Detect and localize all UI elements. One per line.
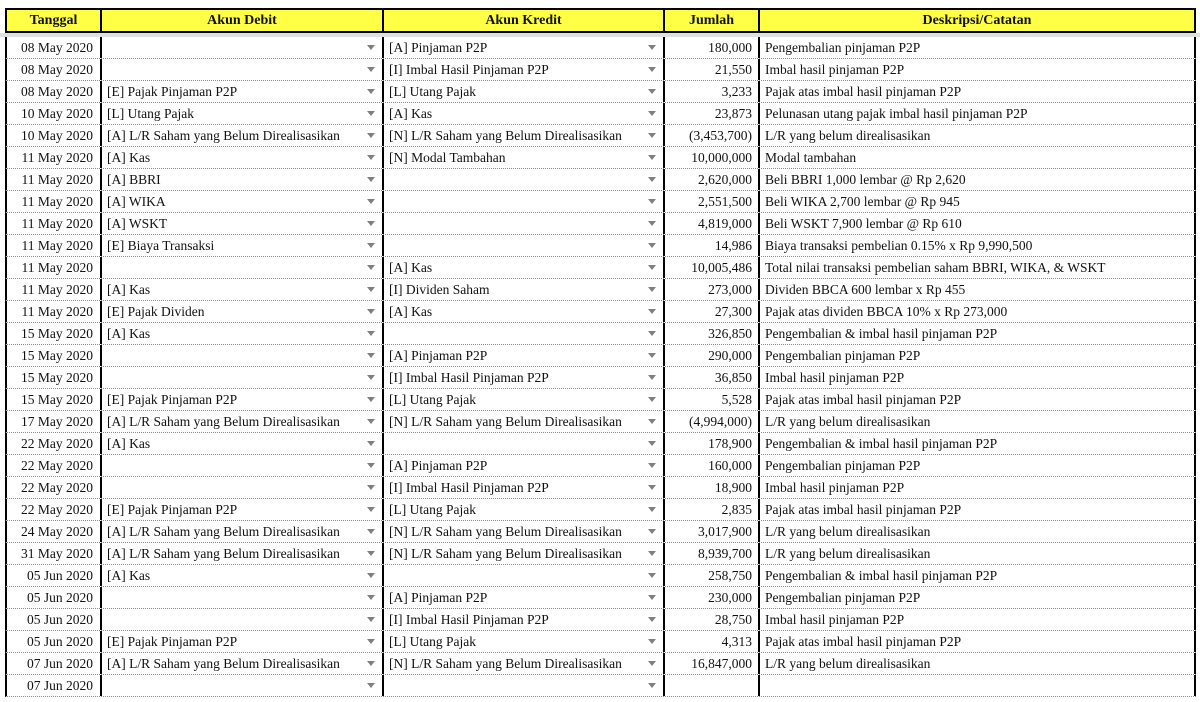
amount-cell[interactable]: 290,000 (665, 345, 760, 366)
description-cell[interactable]: Pajak atas dividen BBCA 10% x Rp 273,000 (760, 301, 1196, 322)
table-body (5, 37, 1196, 697)
description-cell[interactable]: Total nilai transaksi pembelian saham BBRI, WIKA, & WSKT (760, 257, 1196, 278)
date-cell[interactable]: 11 May 2020 (7, 213, 102, 234)
table-row (5, 587, 1196, 609)
amount-cell[interactable]: 160,000 (665, 455, 760, 476)
debit-account-dropdown-cell[interactable] (102, 433, 384, 454)
date-cell[interactable]: 10 May 2020 (7, 103, 102, 124)
table-row (5, 81, 1196, 103)
date-cell[interactable]: 31 May 2020 (7, 543, 102, 564)
credit-account-dropdown-cell[interactable] (384, 103, 665, 124)
dropdown-arrow-icon[interactable] (367, 243, 375, 248)
dropdown-arrow-icon[interactable] (367, 177, 375, 182)
debit-account-value: [A] Kas (107, 435, 151, 451)
description-cell[interactable]: Imbal hasil pinjaman P2P (760, 367, 1196, 388)
amount-cell[interactable]: 2,835 (665, 499, 760, 520)
description-cell[interactable]: L/R yang belum direalisasikan (760, 521, 1196, 542)
amount-cell[interactable]: (3,453,700) (665, 125, 760, 146)
dropdown-arrow-icon[interactable] (367, 155, 375, 160)
debit-account-dropdown-cell[interactable] (102, 279, 384, 300)
dropdown-arrow-icon[interactable] (367, 683, 375, 688)
date-cell[interactable]: 05 Jun 2020 (7, 609, 102, 630)
debit-account-dropdown-cell[interactable] (102, 103, 384, 124)
dropdown-arrow-icon[interactable] (367, 573, 375, 578)
dropdown-arrow-icon[interactable] (648, 155, 656, 160)
date-cell[interactable]: 11 May 2020 (7, 191, 102, 212)
credit-account-dropdown-cell[interactable] (384, 653, 665, 674)
debit-account-dropdown-cell[interactable] (102, 125, 384, 146)
credit-account-value: [A] Pinjaman P2P (389, 589, 488, 605)
debit-account-dropdown-cell[interactable] (102, 257, 384, 278)
dropdown-arrow-icon[interactable] (367, 265, 375, 270)
credit-account-dropdown-cell[interactable] (384, 367, 665, 388)
amount-cell[interactable]: 14,986 (665, 235, 760, 256)
description-cell[interactable]: Pengembalian pinjaman P2P (760, 455, 1196, 476)
credit-account-dropdown-cell[interactable] (384, 587, 665, 608)
credit-account-dropdown-cell[interactable] (384, 543, 665, 564)
dropdown-arrow-icon[interactable] (648, 441, 656, 446)
credit-account-dropdown-cell[interactable] (384, 345, 665, 366)
date-cell[interactable]: 05 Jun 2020 (7, 565, 102, 586)
description-cell[interactable]: Imbal hasil pinjaman P2P (760, 59, 1196, 80)
amount-cell[interactable]: 36,850 (665, 367, 760, 388)
debit-account-dropdown-cell[interactable] (102, 301, 384, 322)
table-row (5, 279, 1196, 301)
dropdown-arrow-icon[interactable] (367, 441, 375, 446)
credit-account-dropdown-cell[interactable] (384, 455, 665, 476)
debit-account-value: [A] Kas (107, 567, 151, 583)
dropdown-arrow-icon[interactable] (648, 375, 656, 380)
debit-account-value: [A] Kas (107, 325, 151, 341)
table-row (5, 301, 1196, 323)
debit-account-dropdown-cell[interactable] (102, 389, 384, 410)
credit-account-dropdown-cell[interactable] (384, 477, 665, 498)
dropdown-arrow-icon[interactable] (648, 463, 656, 468)
description-cell[interactable] (760, 675, 1196, 696)
credit-account-value: [L] Utang Pajak (389, 391, 476, 407)
dropdown-arrow-icon[interactable] (648, 331, 656, 336)
table-row (5, 477, 1196, 499)
debit-account-value: [A] L/R Saham yang Belum Direalisasikan (107, 413, 340, 429)
header-deskripsi: Deskripsi/Catatan (922, 13, 1032, 28)
credit-account-dropdown-cell[interactable] (384, 235, 665, 256)
table-row (5, 235, 1196, 257)
debit-account-value: [A] WIKA (107, 193, 166, 209)
debit-account-value: [A] Kas (107, 149, 151, 165)
credit-account-dropdown-cell[interactable] (384, 631, 665, 652)
table-row (5, 455, 1196, 477)
amount-cell[interactable]: 21,550 (665, 59, 760, 80)
debit-account-value: [E] Biaya Transaksi (107, 237, 215, 253)
dropdown-arrow-icon[interactable] (367, 309, 375, 314)
debit-account-value: [A] L/R Saham yang Belum Direalisasikan (107, 655, 340, 671)
credit-account-value: [L] Utang Pajak (389, 83, 476, 99)
description-cell[interactable]: Pengembalian & imbal hasil pinjaman P2P (760, 323, 1196, 344)
dropdown-arrow-icon[interactable] (648, 683, 656, 688)
debit-account-dropdown-cell[interactable] (102, 455, 384, 476)
credit-account-dropdown-cell[interactable] (384, 125, 665, 146)
header-tanggal: Tanggal (7, 10, 102, 31)
dropdown-arrow-icon[interactable] (648, 419, 656, 424)
date-cell[interactable]: 24 May 2020 (7, 521, 102, 542)
dropdown-arrow-icon[interactable] (648, 353, 656, 358)
credit-account-dropdown-cell[interactable] (384, 609, 665, 630)
credit-account-dropdown-cell[interactable] (384, 213, 665, 234)
description-cell[interactable]: Pelunasan utang pajak imbal hasil pinjaman P2P (760, 103, 1196, 124)
debit-account-dropdown-cell[interactable] (102, 147, 384, 168)
debit-account-dropdown-cell[interactable] (102, 477, 384, 498)
credit-account-dropdown-cell[interactable] (384, 169, 665, 190)
dropdown-arrow-icon[interactable] (648, 639, 656, 644)
dropdown-arrow-icon[interactable] (648, 177, 656, 182)
dropdown-arrow-icon[interactable] (367, 45, 375, 50)
debit-account-value: [A] L/R Saham yang Belum Direalisasikan (107, 523, 340, 539)
dropdown-arrow-icon[interactable] (648, 45, 656, 50)
description-cell[interactable]: L/R yang belum direalisasikan (760, 411, 1196, 432)
dropdown-arrow-icon[interactable] (648, 485, 656, 490)
dropdown-arrow-icon[interactable] (648, 309, 656, 314)
dropdown-arrow-icon[interactable] (367, 551, 375, 556)
table-row (5, 433, 1196, 455)
table-row (5, 499, 1196, 521)
credit-account-dropdown-cell[interactable] (384, 279, 665, 300)
debit-account-dropdown-cell[interactable] (102, 653, 384, 674)
debit-account-value: [E] Pajak Pinjaman P2P (107, 83, 238, 99)
dropdown-arrow-icon[interactable] (367, 111, 375, 116)
table-row (5, 389, 1196, 411)
amount-cell[interactable]: 27,300 (665, 301, 760, 322)
dropdown-arrow-icon[interactable] (367, 375, 375, 380)
date-cell[interactable]: 07 Jun 2020 (7, 675, 102, 696)
credit-account-value: [N] L/R Saham yang Belum Direalisasikan (389, 127, 622, 143)
date-cell[interactable]: 05 Jun 2020 (7, 631, 102, 652)
dropdown-arrow-icon[interactable] (367, 463, 375, 468)
credit-account-value: [N] L/R Saham yang Belum Direalisasikan (389, 655, 622, 671)
debit-account-dropdown-cell[interactable] (102, 213, 384, 234)
date-cell[interactable]: 11 May 2020 (7, 235, 102, 256)
dropdown-arrow-icon[interactable] (367, 507, 375, 512)
table-row (5, 103, 1196, 125)
debit-account-dropdown-cell[interactable] (102, 631, 384, 652)
amount-cell[interactable]: 2,551,500 (665, 191, 760, 212)
dropdown-arrow-icon[interactable] (367, 529, 375, 534)
date-cell[interactable]: 22 May 2020 (7, 499, 102, 520)
dropdown-arrow-icon[interactable] (367, 485, 375, 490)
table-row (5, 59, 1196, 81)
description-cell[interactable]: Pajak atas imbal hasil pinjaman P2P (760, 631, 1196, 652)
amount-cell[interactable]: 3,017,900 (665, 521, 760, 542)
table-row (5, 147, 1196, 169)
date-cell[interactable]: 17 May 2020 (7, 411, 102, 432)
date-cell[interactable]: 11 May 2020 (7, 279, 102, 300)
table-row (5, 631, 1196, 653)
credit-account-dropdown-cell[interactable] (384, 81, 665, 102)
dropdown-arrow-icon[interactable] (367, 287, 375, 292)
debit-account-dropdown-cell[interactable] (102, 191, 384, 212)
debit-account-dropdown-cell[interactable] (102, 675, 384, 696)
debit-account-value: [L] Utang Pajak (107, 105, 194, 121)
amount-cell[interactable]: 18,900 (665, 477, 760, 498)
description-cell[interactable]: Pajak atas imbal hasil pinjaman P2P (760, 389, 1196, 410)
credit-account-value: [A] Pinjaman P2P (389, 457, 488, 473)
credit-account-value: [A] Kas (389, 303, 433, 319)
credit-account-value: [I] Imbal Hasil Pinjaman P2P (389, 61, 549, 77)
debit-account-dropdown-cell[interactable] (102, 345, 384, 366)
date-cell[interactable]: 08 May 2020 (7, 81, 102, 102)
description-cell[interactable]: Dividen BBCA 600 lembar x Rp 455 (760, 279, 1196, 300)
dropdown-arrow-icon[interactable] (648, 287, 656, 292)
description-cell[interactable]: L/R yang belum direalisasikan (760, 125, 1196, 146)
header-akun-kredit: Akun Kredit (384, 10, 665, 31)
description-cell[interactable]: Pengembalian & imbal hasil pinjaman P2P (760, 433, 1196, 454)
dropdown-arrow-icon[interactable] (648, 529, 656, 534)
credit-account-value: [A] Kas (389, 105, 433, 121)
credit-account-dropdown-cell[interactable] (384, 59, 665, 80)
dropdown-arrow-icon[interactable] (648, 661, 656, 666)
dropdown-arrow-icon[interactable] (648, 265, 656, 270)
table-row (5, 125, 1196, 147)
date-cell[interactable]: 08 May 2020 (7, 59, 102, 80)
table-row (5, 169, 1196, 191)
date-cell[interactable]: 22 May 2020 (7, 455, 102, 476)
description-cell[interactable]: Modal tambahan (760, 147, 1196, 168)
dropdown-arrow-icon[interactable] (367, 661, 375, 666)
dropdown-arrow-icon[interactable] (648, 617, 656, 622)
dropdown-arrow-icon[interactable] (648, 573, 656, 578)
debit-account-dropdown-cell[interactable] (102, 81, 384, 102)
date-cell[interactable]: 11 May 2020 (7, 257, 102, 278)
table-row (5, 37, 1196, 59)
date-cell[interactable]: 15 May 2020 (7, 367, 102, 388)
date-cell[interactable]: 15 May 2020 (7, 345, 102, 366)
amount-cell[interactable]: 180,000 (665, 37, 760, 58)
table-row (5, 653, 1196, 675)
amount-cell[interactable]: 4,819,000 (665, 213, 760, 234)
amount-cell[interactable]: 5,528 (665, 389, 760, 410)
debit-account-dropdown-cell[interactable] (102, 521, 384, 542)
debit-account-dropdown-cell[interactable] (102, 323, 384, 344)
credit-account-dropdown-cell[interactable] (384, 433, 665, 454)
credit-account-dropdown-cell[interactable] (384, 257, 665, 278)
debit-account-dropdown-cell[interactable] (102, 37, 384, 58)
credit-account-dropdown-cell[interactable] (384, 521, 665, 542)
date-cell[interactable]: 08 May 2020 (7, 37, 102, 58)
debit-account-dropdown-cell[interactable] (102, 499, 384, 520)
credit-account-value: [A] Pinjaman P2P (389, 347, 488, 363)
description-cell[interactable]: Pengembalian & imbal hasil pinjaman P2P (760, 565, 1196, 586)
credit-account-value: [I] Imbal Hasil Pinjaman P2P (389, 479, 549, 495)
debit-account-dropdown-cell[interactable] (102, 609, 384, 630)
amount-cell[interactable]: 4,313 (665, 631, 760, 652)
credit-account-dropdown-cell[interactable] (384, 37, 665, 58)
description-cell[interactable]: Beli WIKA 2,700 lembar @ Rp 945 (760, 191, 1196, 212)
table-row (5, 257, 1196, 279)
credit-account-value: [L] Utang Pajak (389, 501, 476, 517)
debit-account-value: [A] WSKT (107, 215, 168, 231)
dropdown-arrow-icon[interactable] (648, 595, 656, 600)
amount-cell[interactable]: 230,000 (665, 587, 760, 608)
dropdown-arrow-icon[interactable] (367, 595, 375, 600)
amount-cell[interactable]: 23,873 (665, 103, 760, 124)
dropdown-arrow-icon[interactable] (648, 67, 656, 72)
credit-account-dropdown-cell[interactable] (384, 389, 665, 410)
date-cell[interactable]: 05 Jun 2020 (7, 587, 102, 608)
header-akun-debit: Akun Debit (102, 10, 384, 31)
dropdown-arrow-icon[interactable] (367, 397, 375, 402)
date-cell[interactable]: 15 May 2020 (7, 323, 102, 344)
amount-cell[interactable] (665, 675, 760, 696)
description-cell[interactable]: L/R yang belum direalisasikan (760, 653, 1196, 674)
debit-account-value: [A] L/R Saham yang Belum Direalisasikan (107, 545, 340, 561)
table-row (5, 345, 1196, 367)
amount-cell[interactable]: 2,620,000 (665, 169, 760, 190)
description-cell[interactable]: L/R yang belum direalisasikan (760, 543, 1196, 564)
description-cell[interactable]: Pajak atas imbal hasil pinjaman P2P (760, 81, 1196, 102)
header-jumlah: Jumlah (665, 10, 760, 31)
description-cell[interactable]: Beli BBRI 1,000 lembar @ Rp 2,620 (760, 169, 1196, 190)
credit-account-value: [N] L/R Saham yang Belum Direalisasikan (389, 413, 622, 429)
description-cell[interactable]: Beli WSKT 7,900 lembar @ Rp 610 (760, 213, 1196, 234)
credit-account-dropdown-cell[interactable] (384, 147, 665, 168)
date-cell[interactable]: 15 May 2020 (7, 389, 102, 410)
description-cell[interactable]: Pengembalian pinjaman P2P (760, 345, 1196, 366)
journal-table (5, 8, 1196, 693)
table-row (5, 367, 1196, 389)
date-cell[interactable]: 10 May 2020 (7, 125, 102, 146)
credit-account-dropdown-cell[interactable] (384, 323, 665, 344)
dropdown-arrow-icon[interactable] (648, 111, 656, 116)
credit-account-dropdown-cell[interactable] (384, 411, 665, 432)
table-row (5, 543, 1196, 565)
amount-cell[interactable]: 178,900 (665, 433, 760, 454)
dropdown-arrow-icon[interactable] (648, 221, 656, 226)
dropdown-arrow-icon[interactable] (367, 199, 375, 204)
credit-account-dropdown-cell[interactable] (384, 191, 665, 212)
amount-cell[interactable]: 326,850 (665, 323, 760, 344)
description-cell[interactable]: Imbal hasil pinjaman P2P (760, 609, 1196, 630)
dropdown-arrow-icon[interactable] (648, 507, 656, 512)
debit-account-dropdown-cell[interactable] (102, 59, 384, 80)
table-row (5, 411, 1196, 433)
dropdown-arrow-icon[interactable] (367, 67, 375, 72)
description-cell[interactable]: Pengembalian pinjaman P2P (760, 587, 1196, 608)
debit-account-value: [E] Pajak Pinjaman P2P (107, 501, 238, 517)
dropdown-arrow-icon[interactable] (648, 397, 656, 402)
credit-account-value: [L] Utang Pajak (389, 633, 476, 649)
dropdown-arrow-icon[interactable] (367, 353, 375, 358)
credit-account-value: [A] Kas (389, 259, 433, 275)
amount-cell[interactable]: 258,750 (665, 565, 760, 586)
amount-cell[interactable]: 8,939,700 (665, 543, 760, 564)
date-cell[interactable]: 11 May 2020 (7, 301, 102, 322)
dropdown-arrow-icon[interactable] (648, 199, 656, 204)
amount-cell[interactable]: 28,750 (665, 609, 760, 630)
credit-account-value: [I] Imbal Hasil Pinjaman P2P (389, 369, 549, 385)
dropdown-arrow-icon[interactable] (648, 243, 656, 248)
amount-cell[interactable]: 16,847,000 (665, 653, 760, 674)
description-cell[interactable]: Pengembalian pinjaman P2P (760, 37, 1196, 58)
date-cell[interactable]: 22 May 2020 (7, 433, 102, 454)
debit-account-value: [A] L/R Saham yang Belum Direalisasikan (107, 127, 340, 143)
dropdown-arrow-icon[interactable] (367, 617, 375, 622)
credit-account-value: [A] Pinjaman P2P (389, 39, 488, 55)
credit-account-dropdown-cell[interactable] (384, 301, 665, 322)
table-row (5, 191, 1196, 213)
date-cell[interactable]: 07 Jun 2020 (7, 653, 102, 674)
debit-account-dropdown-cell[interactable] (102, 169, 384, 190)
dropdown-arrow-icon[interactable] (367, 639, 375, 644)
credit-account-dropdown-cell[interactable] (384, 675, 665, 696)
date-cell[interactable]: 22 May 2020 (7, 477, 102, 498)
dropdown-arrow-icon[interactable] (367, 89, 375, 94)
debit-account-dropdown-cell[interactable] (102, 543, 384, 564)
table-row (5, 675, 1196, 697)
dropdown-arrow-icon[interactable] (367, 419, 375, 424)
amount-cell[interactable]: 10,005,486 (665, 257, 760, 278)
debit-account-dropdown-cell[interactable] (102, 235, 384, 256)
table-row (5, 323, 1196, 345)
table-row (5, 609, 1196, 631)
amount-cell[interactable]: (4,994,000) (665, 411, 760, 432)
amount-cell[interactable]: 10,000,000 (665, 147, 760, 168)
debit-account-dropdown-cell[interactable] (102, 367, 384, 388)
debit-account-value: [A] Kas (107, 281, 151, 297)
table-row (5, 521, 1196, 543)
credit-account-value: [I] Dividen Saham (389, 281, 490, 297)
credit-account-value: [N] Modal Tambahan (389, 149, 506, 165)
dropdown-arrow-icon[interactable] (648, 133, 656, 138)
credit-account-value: [N] L/R Saham yang Belum Direalisasikan (389, 523, 622, 539)
debit-account-value: [E] Pajak Dividen (107, 303, 205, 319)
header-row (5, 8, 1196, 33)
credit-account-dropdown-cell[interactable] (384, 499, 665, 520)
credit-account-value: [N] L/R Saham yang Belum Direalisasikan (389, 545, 622, 561)
table-row (5, 213, 1196, 235)
date-cell[interactable]: 11 May 2020 (7, 169, 102, 190)
table-row (5, 565, 1196, 587)
description-cell[interactable]: Biaya transaksi pembelian 0.15% x Rp 9,990,500 (760, 235, 1196, 256)
date-cell[interactable]: 11 May 2020 (7, 147, 102, 168)
dropdown-arrow-icon[interactable] (648, 551, 656, 556)
debit-account-value: [A] BBRI (107, 171, 161, 187)
dropdown-arrow-icon[interactable] (648, 89, 656, 94)
description-cell[interactable]: Imbal hasil pinjaman P2P (760, 477, 1196, 498)
debit-account-dropdown-cell[interactable] (102, 565, 384, 586)
credit-account-value: [I] Imbal Hasil Pinjaman P2P (389, 611, 549, 627)
debit-account-value: [E] Pajak Pinjaman P2P (107, 633, 238, 649)
debit-account-dropdown-cell[interactable] (102, 587, 384, 608)
credit-account-dropdown-cell[interactable] (384, 565, 665, 586)
amount-cell[interactable]: 3,233 (665, 81, 760, 102)
description-cell[interactable]: Pajak atas imbal hasil pinjaman P2P (760, 499, 1196, 520)
dropdown-arrow-icon[interactable] (367, 331, 375, 336)
amount-cell[interactable]: 273,000 (665, 279, 760, 300)
debit-account-value: [E] Pajak Pinjaman P2P (107, 391, 238, 407)
dropdown-arrow-icon[interactable] (367, 221, 375, 226)
debit-account-dropdown-cell[interactable] (102, 411, 384, 432)
dropdown-arrow-icon[interactable] (367, 133, 375, 138)
